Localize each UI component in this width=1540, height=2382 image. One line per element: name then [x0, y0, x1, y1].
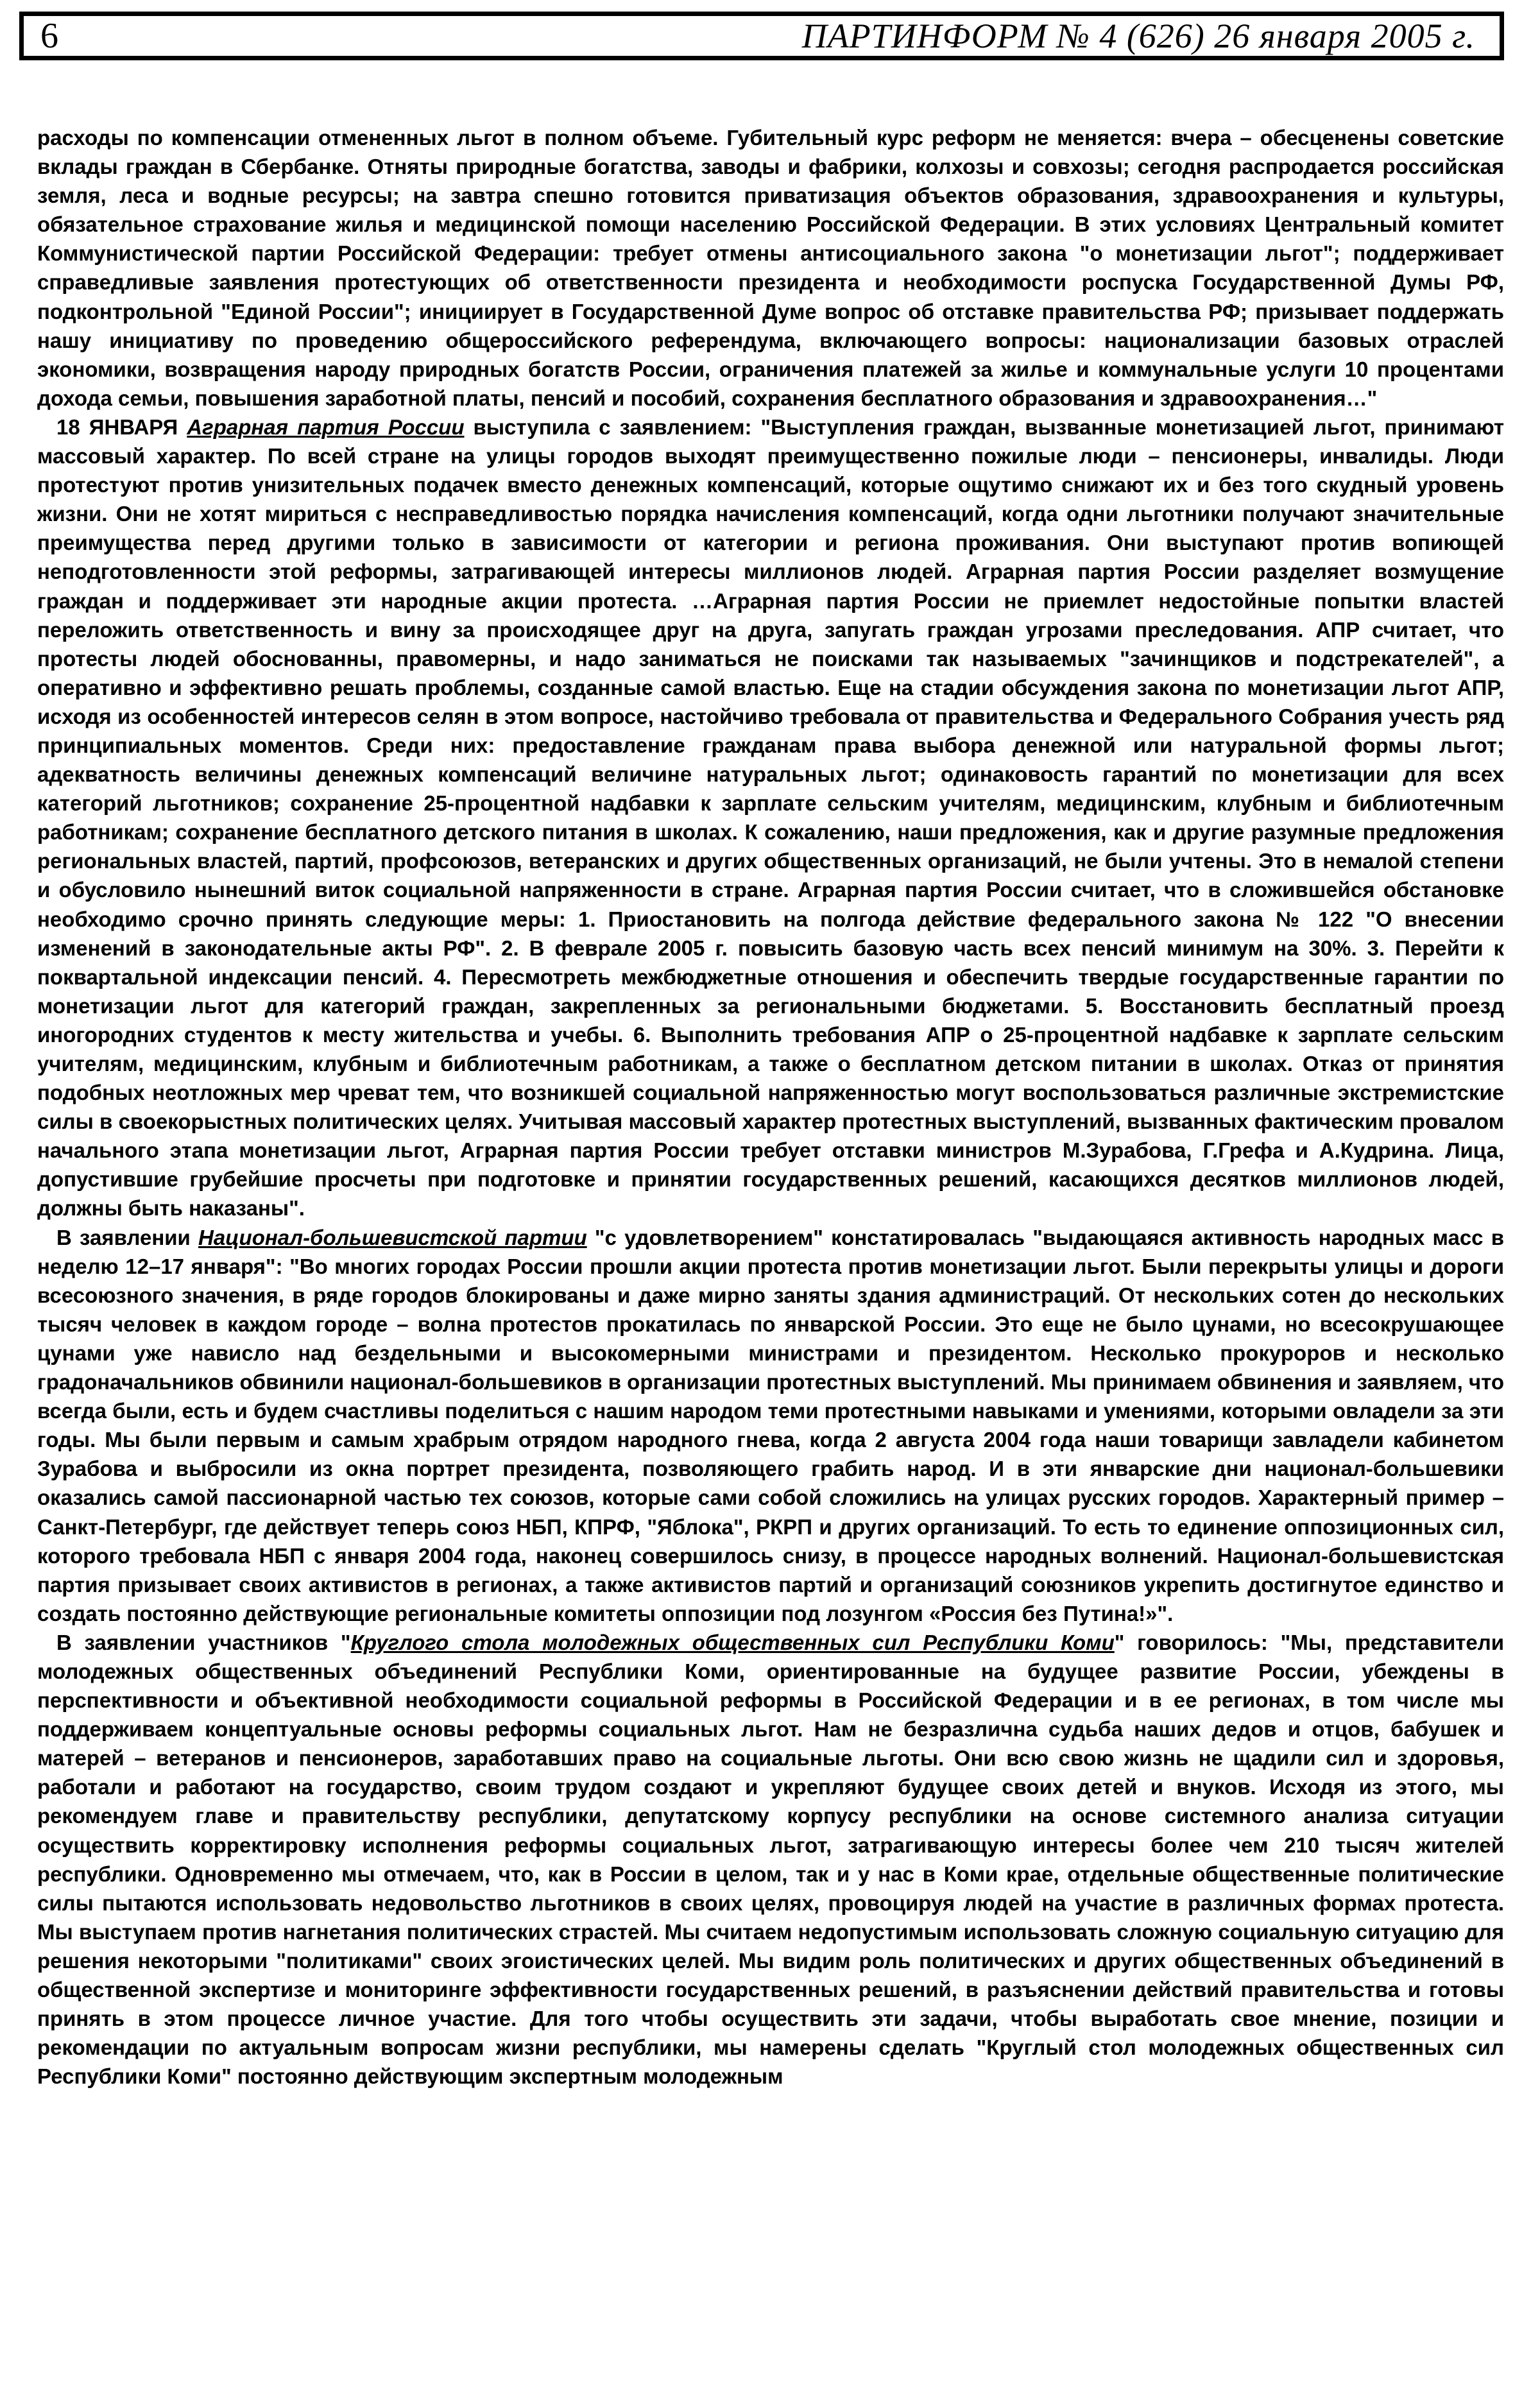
paragraph-lead: В заявлении	[56, 1225, 199, 1249]
paragraph-komi-round-table	[37, 1628, 1504, 2091]
masthead-title: ПАРТИНФОРМ № 4 (626) 26 января 2005 г.	[801, 17, 1475, 55]
organization-name-link: Круглого стола молодежных общественных сил Республики Коми	[350, 1630, 1115, 1654]
paragraph-text: "с удовлетворением" констатировалась "выдающаяся активность народных масс в неделю 12–17 января": "Во многих городах России прошли акции протеста против монетизации льгот. Были перекрыты улицы и дороги всесоюзного значения, в ряде городов блокированы и даже мирно заняты здания администраций. От нескольких сотен до нескольких тысяч человек в каждом городе – волна протестов прокатилась по январской России. Это еще не было цунами, но всесокрушающее цунами уже нависло над бездельными и высокомерными министрами и президентом. Несколько прокуроров и несколько градоначальников обвинили национал-большевиков в организации протестных выступлений. Мы принимаем обвинения и заявляем, что всегда были, есть и будем счастливы поделиться с нашим народом теми протестными навыками и умениями, которыми овладели за эти годы. Мы были первым и самым храбрым отрядом народного гнева, когда 2 августа 2004 года наши товарищи завладели кабинетом Зурабова и выбросили из окна портрет президента, позволяющего грабить народ. И в эти январские дни национал-большевики оказались самой пассионарной частью тех союзов, которые сами собой сложились на улицах русских городов. Характерный пример – Санкт-Петербург, где действует теперь союз НБП, КПРФ, "Яблока", РКРП и других организаций. То есть то единение оппозиционных сил, которого требовала НБП с января 2004 года, наконец совершилось снизу, в процессе народных волнений. Национал-большевистская партия призывает своих активистов в регионах, а также активистов партий и организаций союзников укрепить достигнутое единство и создать постоянно действующие региональные комитеты оппозиции под лозунгом «Россия без Путина!»".	[37, 1225, 1504, 1625]
paragraph-text: выступила с заявлением: "Выступления граждан, вызванные монетизацией льгот, принимают массовый характер. По всей стране на улицы городов выходят преимущественно пожилые люди – пенсионеры, инвалиды. Люди протестуют против унизительных подачек вместо денежных компенсаций, которые ощутимо снижают их и без того скудный уровень жизни. Они не хотят мириться с несправедливостью порядка начисления компенсаций, когда одни льготники получают значительные преимущества перед другими только в зависимости от категории и региона проживания. Они выступают против вопиющей неподготовленности этой реформы, затрагивающей интересы миллионов людей. Аграрная партия России разделяет возмущение граждан и поддерживает эти народные акции протеста. …Аграрная партия России не приемлет недостойные попытки властей переложить ответственность и вину за происходящее друг на друга, запугать граждан угрозами преследования. АПР считает, что протесты людей обоснованны, правомерны, и надо заниматься не поисками так называемых "зачинщиков и подстрекателей", а оперативно и эффективно решать проблемы, созданные самой властью. Еще на стадии обсуждения закона по монетизации льгот АПР, исходя из особенностей интересов селян в этом вопросе, настойчиво требовала от правительства и Федерального Собрания учесть ряд принципиальных моментов. Среди них: предоставление гражданам права выбора денежной или натуральной формы льгот; адекватность величины денежных компенсаций величине натуральных льгот; одинаковость гарантий по монетизации для всех категорий льготников; сохранение 25-процентной надбавки к зарплате сельским учителям, медицинским, клубным и библиотечным работникам; сохранение бесплатного детского питания в школах. К сожалению, наши предложения, как и другие разумные предложения региональных властей, партий, профсоюзов, ветеранских и других общественных организаций, не были учтены. Это в немалой степени и обусловило нынешний виток социальной напряженности в стране. Аграрная партия России считает, что в сложившейся обстановке необходимо срочно принять следующие меры: 1. Приостановить на полгода действие федерального закона № 122 "О внесении изменений в законодательные акты РФ". 2. В феврале 2005 г. повысить базовую часть всех пенсий минимум на 30%. 3. Перейти к поквартальной индексации пенсий. 4. Пересмотреть межбюджетные отношения и обеспечить твердые государственные гарантии по монетизации льгот для категорий граждан, закрепленных за региональными бюджетами. 5. Восстановить бесплатный проезд иногородних студентов к месту жительства и учебы. 6. Выполнить требования АПР о 25-процентной надбавке к зарплате сельским учителям, медицинским, клубным и библиотечным работникам, а также о бесплатном детском питании в школах. Отказ от принятия подобных неотложных мер чреват тем, что возникшей социальной напряженностью могут воспользоваться различные экстремистские силы в своекорыстных политических целях. Учитывая массовый характер протестных выступлений, вызванных фактическим провалом начального этапа монетизации льгот, Аграрная партия России требует отставки министров М.Зурабова, Г.Грефа и А.Кудрина. Лица, допустившие грубейшие просчеты при подготовке и принятии государственных решений, касающихся десятков миллионов людей, должны быть наказаны".	[37, 415, 1504, 1221]
party-name-link: Национал-большевистской партии	[198, 1225, 587, 1249]
page-number: 6	[40, 16, 58, 56]
paragraph-text: " говорилось: "Мы, представители молодежных общественных объединений Республики Коми, ориентированные на будущее развитие России, убеждены в перспективности и объективной необходимости социальной реформы в Российской Федерации и в ее регионах, в том числе мы поддерживаем концептуальные основы реформы социальных льгот. Нам не безразлична судьба наших дедов и отцов, бабушек и матерей – ветеранов и пенсионеров, заработавших право на социальные льготы. Они всю свою жизнь не щадили сил и здоровья, работали и работают на государство, своим трудом создают и укрепляют будущее своих детей и внуков. Исходя из этого, мы рекомендуем главе и правительству республики, депутатскому корпусу республики на основе системного анализа ситуации осуществить корректировку исполнения реформы социальных льгот, затрагивающую интересы более чем 210 тысяч жителей республики. Одновременно мы отмечаем, что, как в России в целом, так и у нас в Коми крае, отдельные общественные политические силы пытаются использовать недовольство льготников в своих целях, провоцируя людей на участие в различных формах протеста. Мы выступаем против нагнетания политических страстей. Мы считаем недопустимым использовать сложную социальную ситуацию для решения некоторыми "политиками" своих эгоистических целей. Мы видим роль политических и других общественных объединений в общественной экспертизе и мониторинге эффективности государственных решений, в разъяснении действий правительства и готовы принять в этом процессе личное участие. Для того чтобы осуществить эти задачи, чтобы выработать свое мнение, позиции и рекомендации по актуальным вопросам жизни республики, мы намерены сделать "Круглый стол молодежных общественных сил Республики Коми" постоянно действующим экспертным молодежным	[37, 1630, 1504, 2089]
paragraph-agrarian-party	[37, 413, 1504, 1223]
page-header	[19, 12, 1504, 60]
paragraph-text: расходы по компенсации отмененных льгот в полном объеме. Губительный курс реформ не меняется: вчера – обесценены советские вклады граждан в Сбербанке. Отняты природные богатства, заводы и фабрики, колхозы и совхозы; сегодня распродается российская земля, леса и водные ресурсы; на завтра спешно готовится приватизация объектов образования, здравоохранения и культуры, обязательное страхование жилья и медицинской помощи населению Российской Федерации. В этих условиях Центральный комитет Коммунистической партии Российской Федерации: требует отмены антисоциального закона "о монетизации льгот"; поддерживает справедливые заявления протестующих об ответственности президента и необходимости роспуска Государственной Думы РФ, подконтрольной "Единой России"; инициирует в Государственной Думе вопрос об отставке правительства РФ; призывает поддержать нашу инициативу по проведению общероссийского референдума, включающего вопросы: национализации базовых отраслей экономики, возвращения народу природных богатств России, ограничения платежей за жилье и коммунальные услуги 10 процентами дохода семьи, повышения заработной платы, пенсий и пособий, сохранения бесплатного образования и здравоохранения…"	[37, 126, 1504, 410]
party-name-link: Аграрная партия России	[187, 415, 465, 439]
paragraph-lead: В заявлении участников "	[56, 1630, 351, 1654]
paragraph-kprf	[37, 123, 1504, 413]
paragraph-nbp	[37, 1223, 1504, 1628]
paragraph-lead: 18 ЯНВАРЯ	[56, 415, 187, 439]
article-body	[37, 123, 1504, 2091]
